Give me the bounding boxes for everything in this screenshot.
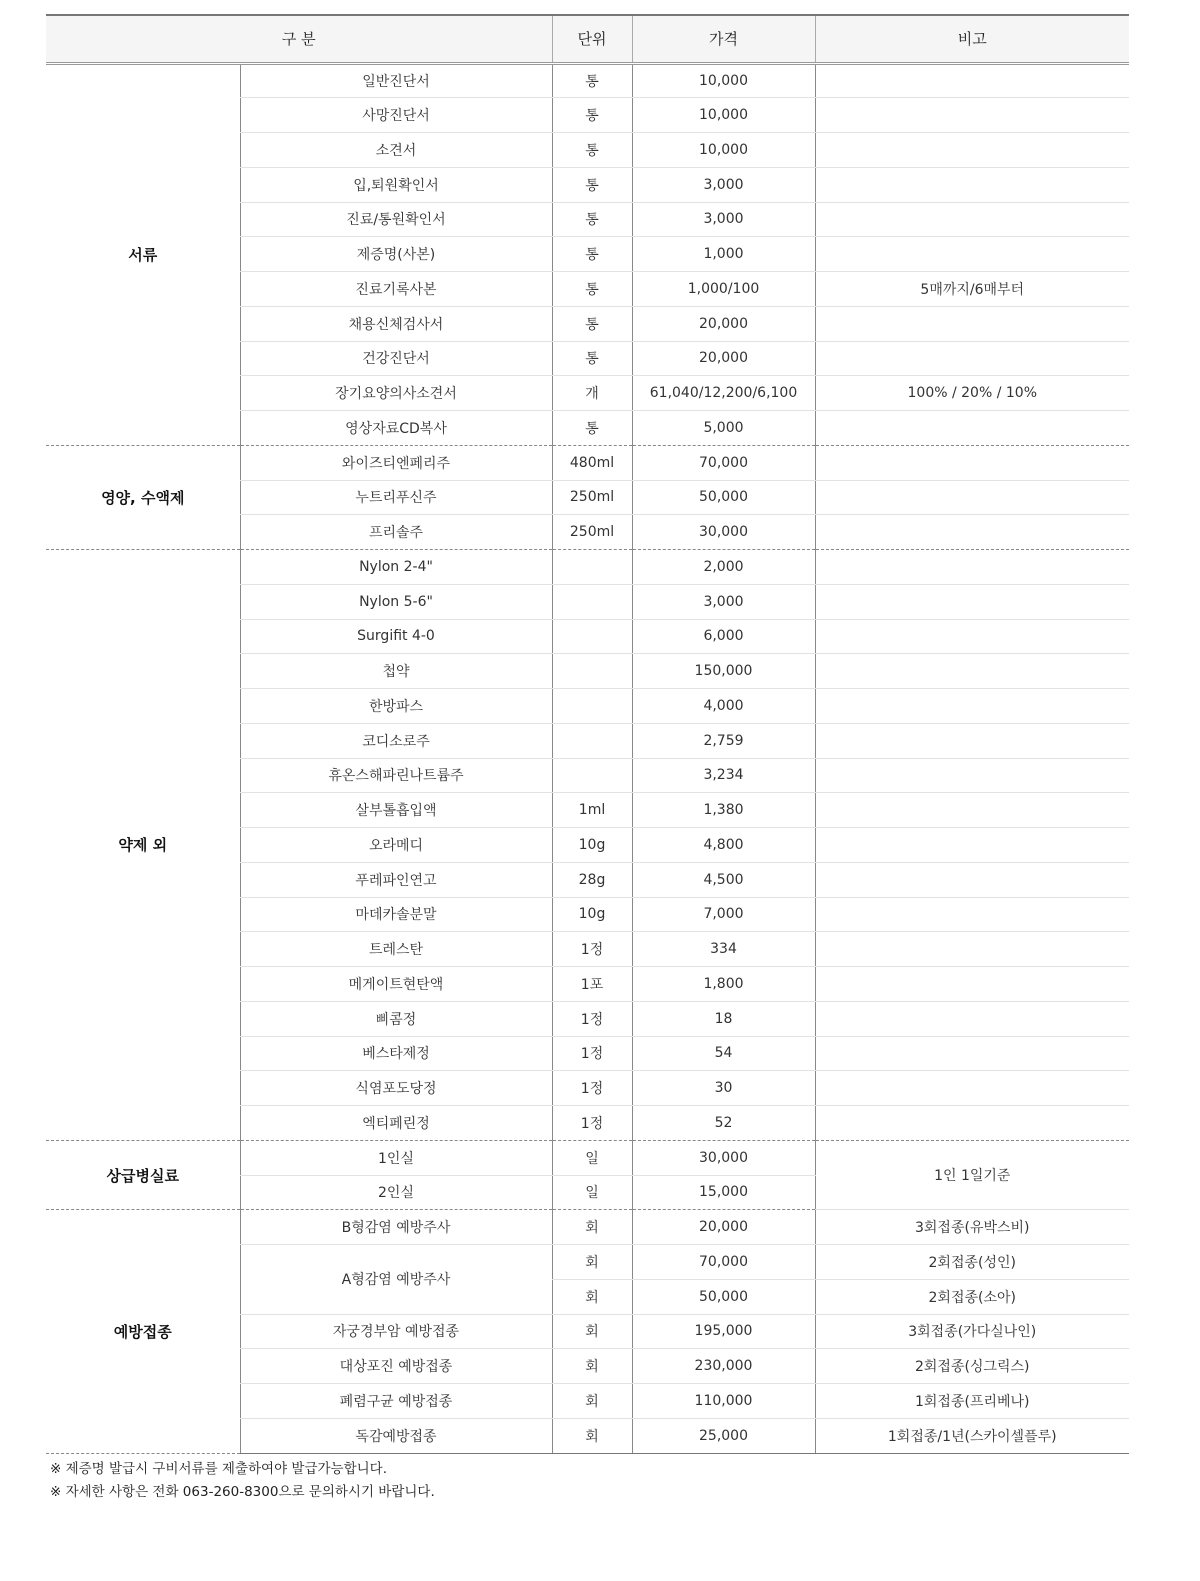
price-cell: 70,000 <box>632 1245 815 1280</box>
price-cell: 52 <box>632 1106 815 1141</box>
item-name-cell: 입,퇴원확인서 <box>240 167 552 202</box>
category-cell: 예방접종 <box>46 1210 240 1453</box>
note-cell <box>815 967 1129 1002</box>
unit-cell: 1정 <box>552 932 632 967</box>
unit-cell: 통 <box>552 272 632 307</box>
item-name-cell: 폐렴구균 예방접종 <box>240 1384 552 1419</box>
item-name-cell: 진료기록사본 <box>240 272 552 307</box>
note-cell <box>815 828 1129 863</box>
unit-cell: 1정 <box>552 1071 632 1106</box>
unit-cell: 통 <box>552 63 632 98</box>
price-cell: 1,380 <box>632 793 815 828</box>
item-name-cell: A형감염 예방주사 <box>240 1245 552 1315</box>
price-cell: 70,000 <box>632 445 815 480</box>
item-name-cell: 삐콤정 <box>240 1001 552 1036</box>
footnote-documents: ※ 제증명 발급시 구비서류를 제출하여야 발급가능합니다. <box>50 1461 388 1477</box>
note-cell <box>815 932 1129 967</box>
price-cell: 6,000 <box>632 619 815 654</box>
footnotes <box>50 1458 435 1504</box>
item-name-cell: 2인실 <box>240 1175 552 1210</box>
item-name-cell: 독감예방접종 <box>240 1418 552 1453</box>
item-name-cell: 일반진단서 <box>240 63 552 98</box>
unit-cell: 10g <box>552 828 632 863</box>
price-cell: 25,000 <box>632 1418 815 1453</box>
unit-cell: 1정 <box>552 1001 632 1036</box>
table-row <box>46 1140 1129 1175</box>
unit-cell: 회 <box>552 1279 632 1314</box>
item-name-cell: 제증명(사본) <box>240 237 552 272</box>
unit-cell: 28g <box>552 862 632 897</box>
price-cell: 20,000 <box>632 306 815 341</box>
fee-table <box>46 14 1129 1454</box>
unit-cell: 250ml <box>552 515 632 550</box>
unit-cell: 통 <box>552 133 632 168</box>
note-cell: 1인 1일기준 <box>815 1140 1129 1210</box>
item-name-cell: 식염포도당정 <box>240 1071 552 1106</box>
header-note: 비고 <box>815 15 1129 63</box>
item-name-cell: 첩약 <box>240 654 552 689</box>
price-cell: 3,000 <box>632 167 815 202</box>
price-cell: 4,800 <box>632 828 815 863</box>
item-name-cell: Surgifit 4-0 <box>240 619 552 654</box>
price-cell: 4,500 <box>632 862 815 897</box>
item-name-cell: 마데카솔분말 <box>240 897 552 932</box>
price-cell: 50,000 <box>632 480 815 515</box>
header-price: 가격 <box>632 15 815 63</box>
price-cell: 10,000 <box>632 98 815 133</box>
item-name-cell: 소견서 <box>240 133 552 168</box>
item-name-cell: 오라메디 <box>240 828 552 863</box>
unit-cell: 개 <box>552 376 632 411</box>
note-cell <box>815 515 1129 550</box>
unit-cell: 회 <box>552 1314 632 1349</box>
table-header <box>46 15 1129 63</box>
footnote-contact: ※ 자세한 사항은 전화 063-260-8300으로 문의하시기 바랍니다. <box>50 1484 435 1500</box>
price-cell: 3,000 <box>632 584 815 619</box>
note-cell: 2회접종(싱그릭스) <box>815 1349 1129 1384</box>
note-cell <box>815 1106 1129 1141</box>
unit-cell: 250ml <box>552 480 632 515</box>
unit-cell <box>552 654 632 689</box>
item-name-cell: 휴온스해파린나트륨주 <box>240 758 552 793</box>
note-cell <box>815 793 1129 828</box>
category-cell: 약제 외 <box>46 550 240 1141</box>
price-cell: 4,000 <box>632 689 815 724</box>
note-cell <box>815 550 1129 585</box>
unit-cell: 회 <box>552 1384 632 1419</box>
note-cell <box>815 1071 1129 1106</box>
price-cell: 30,000 <box>632 515 815 550</box>
header-unit: 단위 <box>552 15 632 63</box>
price-cell: 15,000 <box>632 1175 815 1210</box>
note-cell <box>815 1036 1129 1071</box>
unit-cell: 일 <box>552 1175 632 1210</box>
price-cell: 334 <box>632 932 815 967</box>
item-name-cell: 채용신체검사서 <box>240 306 552 341</box>
price-cell: 50,000 <box>632 1279 815 1314</box>
price-cell: 30,000 <box>632 1140 815 1175</box>
price-cell: 3,000 <box>632 202 815 237</box>
unit-cell: 통 <box>552 306 632 341</box>
table-row <box>46 550 1129 585</box>
note-cell <box>815 63 1129 98</box>
table-row <box>46 1210 1129 1245</box>
price-cell: 30 <box>632 1071 815 1106</box>
item-name-cell: 누트리푸신주 <box>240 480 552 515</box>
item-name-cell: 1인실 <box>240 1140 552 1175</box>
note-cell <box>815 723 1129 758</box>
note-cell <box>815 619 1129 654</box>
unit-cell: 1ml <box>552 793 632 828</box>
unit-cell <box>552 619 632 654</box>
price-cell: 1,800 <box>632 967 815 1002</box>
unit-cell: 480ml <box>552 445 632 480</box>
note-cell <box>815 897 1129 932</box>
item-name-cell: 코디소로주 <box>240 723 552 758</box>
unit-cell: 회 <box>552 1349 632 1384</box>
item-name-cell: 건강진단서 <box>240 341 552 376</box>
note-cell: 3회접종(가다실나인) <box>815 1314 1129 1349</box>
item-name-cell: 엑티페린정 <box>240 1106 552 1141</box>
unit-cell <box>552 689 632 724</box>
note-cell <box>815 411 1129 446</box>
price-cell: 2,000 <box>632 550 815 585</box>
category-cell: 상급병실료 <box>46 1140 240 1210</box>
note-cell: 1회접종(프리베나) <box>815 1384 1129 1419</box>
note-cell <box>815 689 1129 724</box>
note-cell: 100% / 20% / 10% <box>815 376 1129 411</box>
note-cell <box>815 98 1129 133</box>
price-cell: 1,000 <box>632 237 815 272</box>
item-name-cell: 와이즈티엔페리주 <box>240 445 552 480</box>
item-name-cell: Nylon 5-6" <box>240 584 552 619</box>
unit-cell: 통 <box>552 202 632 237</box>
item-name-cell: 한방파스 <box>240 689 552 724</box>
price-cell: 5,000 <box>632 411 815 446</box>
unit-cell: 1정 <box>552 1106 632 1141</box>
unit-cell: 일 <box>552 1140 632 1175</box>
note-cell <box>815 758 1129 793</box>
note-cell <box>815 167 1129 202</box>
unit-cell: 통 <box>552 167 632 202</box>
item-name-cell: 푸레파인연고 <box>240 862 552 897</box>
unit-cell: 회 <box>552 1245 632 1280</box>
unit-cell: 1포 <box>552 967 632 1002</box>
note-cell: 2회접종(소아) <box>815 1279 1129 1314</box>
item-name-cell: 메게이트현탄액 <box>240 967 552 1002</box>
price-cell: 54 <box>632 1036 815 1071</box>
unit-cell <box>552 758 632 793</box>
item-name-cell: 영상자료CD복사 <box>240 411 552 446</box>
item-name-cell: Nylon 2-4" <box>240 550 552 585</box>
header-category: 구 분 <box>46 15 552 63</box>
note-cell <box>815 202 1129 237</box>
unit-cell: 통 <box>552 411 632 446</box>
table-row <box>46 445 1129 480</box>
item-name-cell: 진료/통원확인서 <box>240 202 552 237</box>
unit-cell: 통 <box>552 341 632 376</box>
price-cell: 20,000 <box>632 341 815 376</box>
note-cell: 3회접종(유박스비) <box>815 1210 1129 1245</box>
price-cell: 10,000 <box>632 63 815 98</box>
note-cell <box>815 584 1129 619</box>
note-cell <box>815 862 1129 897</box>
unit-cell <box>552 723 632 758</box>
fee-table-container <box>46 14 1129 1454</box>
price-cell: 2,759 <box>632 723 815 758</box>
note-cell: 5매까지/6매부터 <box>815 272 1129 307</box>
category-cell: 영양, 수액제 <box>46 445 240 549</box>
note-cell: 2회접종(성인) <box>815 1245 1129 1280</box>
unit-cell: 통 <box>552 98 632 133</box>
unit-cell: 통 <box>552 237 632 272</box>
item-name-cell: 베스타제정 <box>240 1036 552 1071</box>
note-cell: 1회접종/1년(스카이셀플루) <box>815 1418 1129 1453</box>
note-cell <box>815 133 1129 168</box>
item-name-cell: 트레스탄 <box>240 932 552 967</box>
price-cell: 230,000 <box>632 1349 815 1384</box>
category-cell: 서류 <box>46 63 240 445</box>
unit-cell: 1정 <box>552 1036 632 1071</box>
price-cell: 1,000/100 <box>632 272 815 307</box>
unit-cell <box>552 584 632 619</box>
price-cell: 18 <box>632 1001 815 1036</box>
note-cell <box>815 306 1129 341</box>
price-cell: 110,000 <box>632 1384 815 1419</box>
price-cell: 20,000 <box>632 1210 815 1245</box>
item-name-cell: 자궁경부암 예방접종 <box>240 1314 552 1349</box>
price-cell: 195,000 <box>632 1314 815 1349</box>
item-name-cell: 사망진단서 <box>240 98 552 133</box>
note-cell <box>815 1001 1129 1036</box>
price-cell: 61,040/12,200/6,100 <box>632 376 815 411</box>
note-cell <box>815 654 1129 689</box>
unit-cell: 회 <box>552 1210 632 1245</box>
unit-cell <box>552 550 632 585</box>
item-name-cell: 살부톨흡입액 <box>240 793 552 828</box>
item-name-cell: 장기요양의사소견서 <box>240 376 552 411</box>
table-row <box>46 63 1129 98</box>
item-name-cell: B형감염 예방주사 <box>240 1210 552 1245</box>
price-cell: 7,000 <box>632 897 815 932</box>
item-name-cell: 대상포진 예방접종 <box>240 1349 552 1384</box>
note-cell <box>815 480 1129 515</box>
price-cell: 3,234 <box>632 758 815 793</box>
price-cell: 10,000 <box>632 133 815 168</box>
price-cell: 150,000 <box>632 654 815 689</box>
note-cell <box>815 237 1129 272</box>
unit-cell: 10g <box>552 897 632 932</box>
note-cell <box>815 445 1129 480</box>
unit-cell: 회 <box>552 1418 632 1453</box>
note-cell <box>815 341 1129 376</box>
table-body <box>46 63 1129 1453</box>
item-name-cell: 프리솔주 <box>240 515 552 550</box>
